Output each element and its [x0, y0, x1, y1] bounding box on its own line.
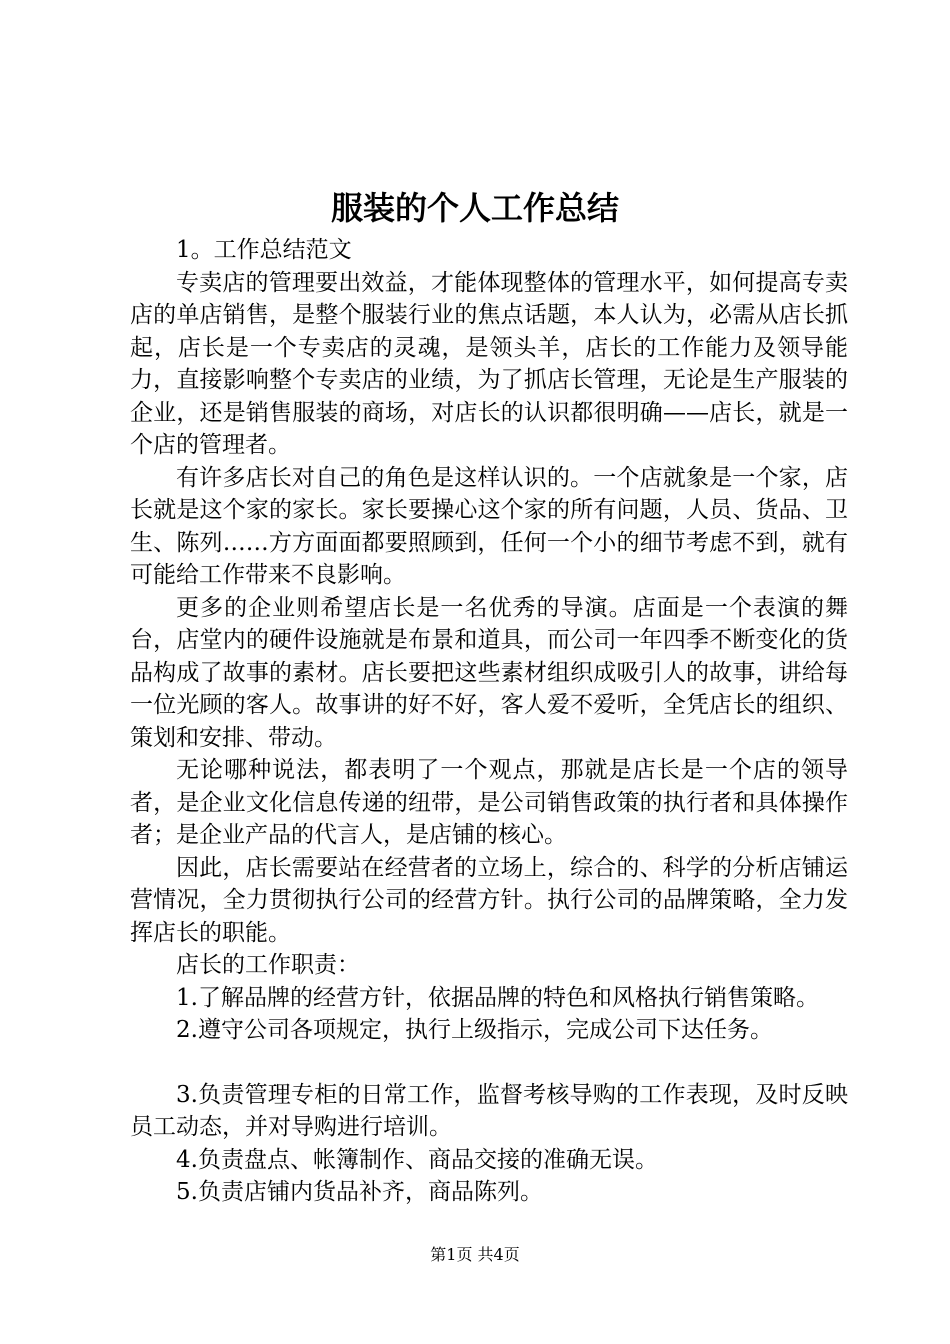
page-number: 第1页 共4页 [430, 1245, 520, 1264]
document-title: 服装的个人工作总结 [330, 189, 619, 227]
duty-item: 5.负责店铺内货品补齐，商品陈列。 [176, 1179, 543, 1205]
paragraph: 因此，店长需要站在经营者的立场上，综合的、科学的分析店铺运营情况，全力贯彻执行公司的经营方针。执行公司的品牌策略，全力发挥店长的职能。 [130, 854, 848, 946]
duty-item: 4.负责盘点、帐簿制作、商品交接的准确无误。 [176, 1146, 658, 1173]
paragraph: 有许多店长对自己的角色是这样认识的。一个店就象是一个家，店长就是这个家的家长。家长要操心这个家的所有问题，人员、货品、卫生、陈列……方方面面都要照顾到，任何一个小的细节考虑不到，就有可能给工作带来不良影响。 [130, 464, 848, 588]
document-body [130, 234, 848, 1209]
paragraph: 无论哪种说法，都表明了一个观点，那就是店长是一个店的领导者，是企业文化信息传递的纽带，是公司销售政策的执行者和具体操作者；是企业产品的代言人，是店铺的核心。 [130, 757, 848, 848]
duty-item: 2.遵守公司各项规定，执行上级指示，完成公司下达任务。 [176, 1017, 773, 1043]
paragraph-heading: 1。工作总结范文 [176, 237, 352, 263]
duty-item: 3.负责管理专柜的日常工作，监督考核导购的工作表现，及时反映员工动态，并对导购进行培训。 [130, 1081, 848, 1140]
duty-item: 1.了解品牌的经营方针，依据品牌的特色和风格执行销售策略。 [176, 984, 819, 1011]
paragraph: 更多的企业则希望店长是一名优秀的导演。店面是一个表演的舞台，店堂内的硬件设施就是布景和道具，而公司一年四季不断变化的货品构成了故事的素材。店长要把这些素材组织成吸引人的故事，讲给每一位光顾的客人。故事讲的好不好，客人爱不爱听，全凭店长的组织、策划和安排、带动。 [130, 594, 848, 751]
paragraph: 专卖店的管理要出效益，才能体现整体的管理水平，如何提高专卖店的单店销售，是整个服装行业的焦点话题，本人认为，必需从店长抓起，店长是一个专卖店的灵魂，是领头羊，店长的工作能力及领导能力，直接影响整个专卖店的业绩，为了抓店长管理，无论是生产服装的企业，还是销售服装的商场，对店长的认识都很明确——店长，就是一个店的管理者。 [130, 269, 848, 458]
duties-heading: 店长的工作职责： [176, 952, 360, 978]
